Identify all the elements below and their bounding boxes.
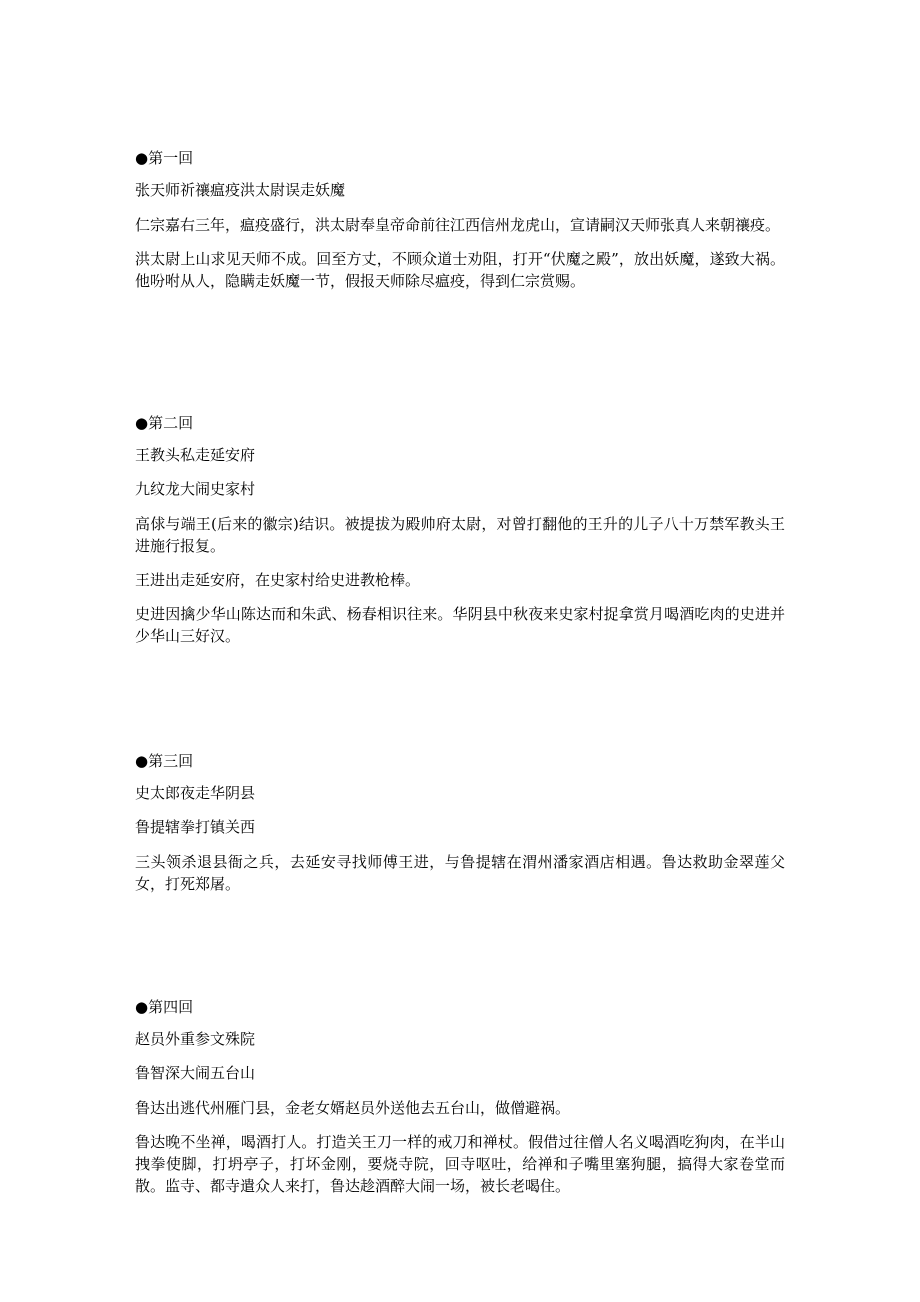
chapter-paragraph: 洪太尉上山求见天师不成。回至方丈，不顾众道士劝阻，打开“伏魔之殿”，放出妖魔，遂致大祸。他吩咐从人，隐瞒走妖魔一节，假报天师除尽瘟疫，得到仁宗赏赐。 [135,250,785,290]
chapter-paragraph: 鲁达晚不坐禅，喝酒打人。打造关王刀一样的戒刀和禅杖。假借过往僧人名义喝酒吃狗肉，在半山拽拳使脚，打坍亭子，打坏金刚，要烧寺院，回寺呕吐，给禅和子嘴里塞狗腿，搞得大家卷堂而散。监寺、都寺遣众人来打，鲁达趁酒醉大闹一场，被长老喝住。 [135,1133,785,1195]
chapter-heading: ●第三回 [135,752,194,770]
chapter-paragraph: 史进因擒少华山陈达而和朱武、杨春相识往来。华阴县中秋夜来史家村捉拿赏月喝酒吃肉的史进并少华山三好汉。 [135,605,785,645]
chapter-title: 张天师祈禳瘟疫洪太尉误走妖魔 [135,181,346,199]
chapter-3 [135,751,785,907]
chapter-heading: ●第二回 [135,414,194,432]
chapter-1 [135,148,785,304]
chapter-paragraph: 三头领杀退县衙之兵，去延安寻找师傅王进，与鲁提辖在渭州潘家酒店相遇。鲁达救助金翠莲父女，打死郑屠。 [135,853,785,893]
chapter-paragraph: 高俅与端王(后来的徽宗)结识。被提拔为殿帅府太尉，对曾打翻他的王升的儿子八十万禁军教头王进施行报复。 [135,515,785,555]
chapter-title: 鲁提辖拳打镇关西 [135,818,256,836]
chapter-heading: ●第四回 [135,998,194,1016]
chapter-title: 九纹龙大闹史家村 [135,480,256,498]
chapter-paragraph: 鲁达出逃代州雁门县，金老女婿赵员外送他去五台山，做僧避祸。 [135,1099,571,1117]
chapter-heading: ●第一回 [135,149,194,167]
chapter-title: 鲁智深大闹五台山 [135,1064,256,1082]
chapter-paragraph: 王进出走延安府，在史家村给史进教枪棒。 [135,571,421,589]
chapter-4 [135,997,785,1209]
chapter-2 [135,413,785,659]
chapter-title: 赵员外重参文殊院 [135,1030,256,1048]
chapter-paragraph: 仁宗嘉右三年，瘟疫盛行，洪太尉奉皇帝命前往江西信州龙虎山，宣请嗣汉天师张真人来朝禳疫。 [135,216,781,234]
chapter-title: 王教头私走延安府 [135,446,256,464]
chapter-title: 史太郎夜走华阴县 [135,784,256,802]
